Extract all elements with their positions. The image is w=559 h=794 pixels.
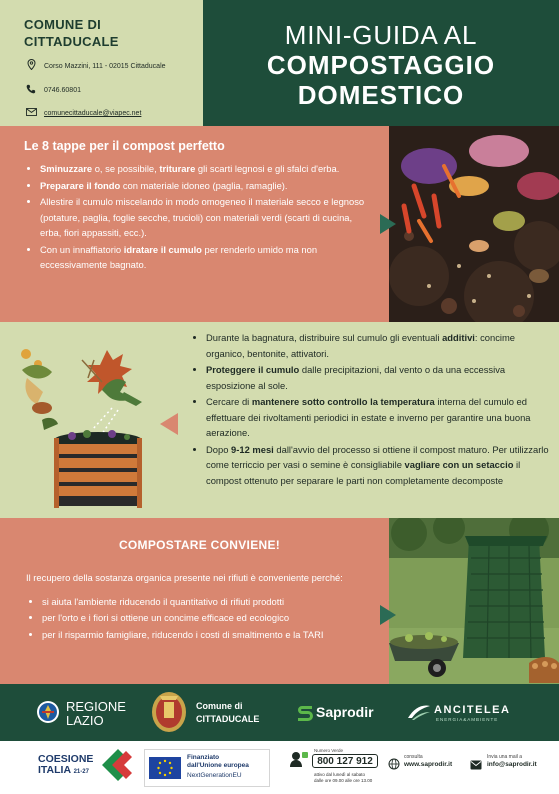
steps-heading: Le 8 tappe per il compost perfetto (24, 139, 225, 153)
partner-logos-bar (0, 684, 559, 741)
compost-scraps-photo (389, 126, 559, 322)
headset-icon (289, 750, 309, 768)
steps-text-2 (192, 330, 552, 489)
comune-logo-line1: Comune di (196, 701, 243, 711)
comune-logo-line2: CITTADUCALE (196, 714, 260, 724)
coesione-logo-icon (100, 747, 134, 783)
list-item (206, 394, 552, 441)
steps-section-1 (0, 126, 389, 322)
text: Allestire il cumulo miscelando in modo omogeneo il materiale secco e legnoso (potature, paglia, foglie secche, trucioli) con materiali verdi (scarti di cucina, erba, fiori appassiti, ecc.). (40, 196, 365, 238)
bold-text: Sminuzzare (40, 163, 93, 174)
hours-line1: attivo dal lunedì al sabato (314, 772, 366, 777)
title-line3: DOMESTICO (297, 80, 465, 110)
comune-crest-logo (150, 690, 188, 734)
globe-icon (388, 757, 400, 769)
hours-text (314, 772, 372, 784)
benefits-list (26, 594, 367, 643)
ancitelea-logo-text: ANCITELEA (434, 704, 511, 716)
list-item: • si aiuta l'ambiente riducendo il quantitativo di rifiuti prodotti (42, 594, 367, 610)
bold-text: additivi (442, 332, 475, 343)
bold-text: idratare il cumulo (123, 243, 202, 255)
bold-text: Preparare il fondo (40, 179, 121, 191)
text: con materiale idoneo (paglia, ramaglie). (120, 179, 288, 191)
list-item (40, 194, 367, 241)
location-icon (24, 59, 38, 73)
regione-line1: REGIONE (66, 699, 126, 714)
benefits-intro: Il recupero della sostanza organica presente nei rifiuti è conveniente perché: (26, 572, 343, 583)
email-row (24, 108, 203, 119)
comune-logo-text (196, 700, 259, 726)
title-line2: COMPOSTAGGIO (266, 50, 496, 80)
text: dall'avvio del processo si ottiene il compost maturo. Per utilizzarlo come terriccio per vasi o semine è consigliabile (206, 443, 549, 470)
list-item (206, 442, 552, 489)
bold-text: mantenere sotto controllo la temperatura (251, 396, 435, 407)
phone-row (24, 84, 203, 97)
funding-contacts-bar (0, 741, 559, 794)
text: gli scarti legnosi e gli sfalci d'erba. (195, 163, 340, 174)
coesione-line2: ITALIA (38, 764, 71, 776)
eu-text (187, 754, 249, 780)
regione-lazio-text (66, 700, 126, 728)
text: : concime organico, bentonite, attivatori. (206, 332, 516, 359)
ancitelea-subtitle: ENERGIA&AMBIENTE (436, 717, 499, 722)
ancitelea-logo-icon (406, 702, 432, 722)
arrow-right-icon (380, 214, 396, 234)
address-row (24, 59, 203, 73)
bold-text: Proteggere il cumulo (206, 364, 300, 375)
bold-text: vagliare con un setaccio (404, 459, 514, 470)
list-item (40, 242, 367, 273)
saprodir-logo-icon (294, 702, 316, 724)
benefits-section (0, 518, 389, 684)
compost-bin-icon (12, 330, 172, 510)
mail-label: Invia una mail a (487, 754, 523, 760)
hours-line2: dalle ore 09.00 alle ore 13.00 (314, 778, 373, 783)
consulta-label: consulta (404, 754, 423, 760)
saprodir-logo-text: Saprodir (316, 704, 374, 720)
mail-link[interactable]: info@saprodir.it (487, 761, 537, 768)
phone-icon (24, 84, 38, 97)
text: o, se possibile, (92, 163, 160, 174)
list-item (206, 330, 552, 361)
coesione-logo-text (38, 754, 93, 778)
comune-name-line1: COMUNE DI (24, 17, 102, 32)
list-item (40, 161, 367, 177)
numero-verde-label: Numero Verde (314, 748, 344, 753)
comune-name-line2: CITTADUCALE (24, 34, 119, 49)
list-item (40, 178, 367, 194)
arrow-right-icon (380, 605, 396, 625)
list-item (206, 362, 552, 393)
coesione-years: 21-27 (73, 769, 89, 775)
title-panel (203, 0, 559, 126)
header-contact-panel (0, 0, 203, 126)
text: Dopo (206, 443, 232, 455)
regione-lazio-logo (36, 700, 60, 724)
mail-icon (24, 108, 38, 119)
arrow-left-icon (160, 413, 178, 435)
coesione-line1: COESIONE (38, 753, 94, 765)
text: il compost ottenuto per separare le parti non completamente decomposte (206, 459, 521, 486)
text: Durante la bagnatura, distribuire sul cumulo gli eventuali (206, 332, 443, 343)
numero-verde-number[interactable]: 800 127 912 (312, 754, 378, 768)
eu-line1: Finanziato (187, 754, 220, 761)
text: Con un innaffiatorio (40, 243, 124, 255)
text: per renderlo umido ma non eccessivamente bagnato. (40, 243, 318, 270)
eu-funding-box (144, 749, 270, 787)
text: interna del cumulo ed effettuare dei rivoltamenti periodici in estate e inverno per garantire una buona aerazione. (206, 396, 531, 438)
phone-text[interactable]: 0746.60801 (44, 87, 81, 94)
list-item: • per l'orto e i fiori si ottiene un concime efficace ed ecologico (42, 610, 367, 626)
envelope-icon (470, 757, 482, 767)
website-link[interactable]: www.saprodir.it (404, 761, 453, 768)
address-text: Corso Mazzini, 111 - 02015 Cittaducale (44, 62, 166, 70)
list-item: • per il risparmio famigliare, riducendo i costi di smaltimento e la TARI (42, 627, 367, 643)
eu-line2: dall'Unione europea (187, 762, 249, 769)
regione-line2: LAZIO (66, 713, 104, 728)
eu-line3: NextGenerationEU (187, 772, 242, 779)
steps-list-1 (24, 161, 367, 273)
title-line1: MINI-GUIDA AL (284, 20, 478, 50)
text: dalle precipitazioni, dal vento o da una eccessiva esposizione al sole. (206, 364, 506, 391)
eu-flag-icon (149, 757, 181, 779)
text: Cercare di (206, 396, 252, 407)
benefits-heading: COMPOSTARE CONVIENE! (118, 538, 281, 552)
garden-composter-photo (389, 518, 559, 684)
steps-list-2 (192, 330, 552, 488)
email-link[interactable]: comunecittaducale@viapec.net (44, 110, 142, 117)
bold-text: 9-12 mesi (231, 443, 274, 455)
bold-text: triturare (159, 163, 196, 174)
